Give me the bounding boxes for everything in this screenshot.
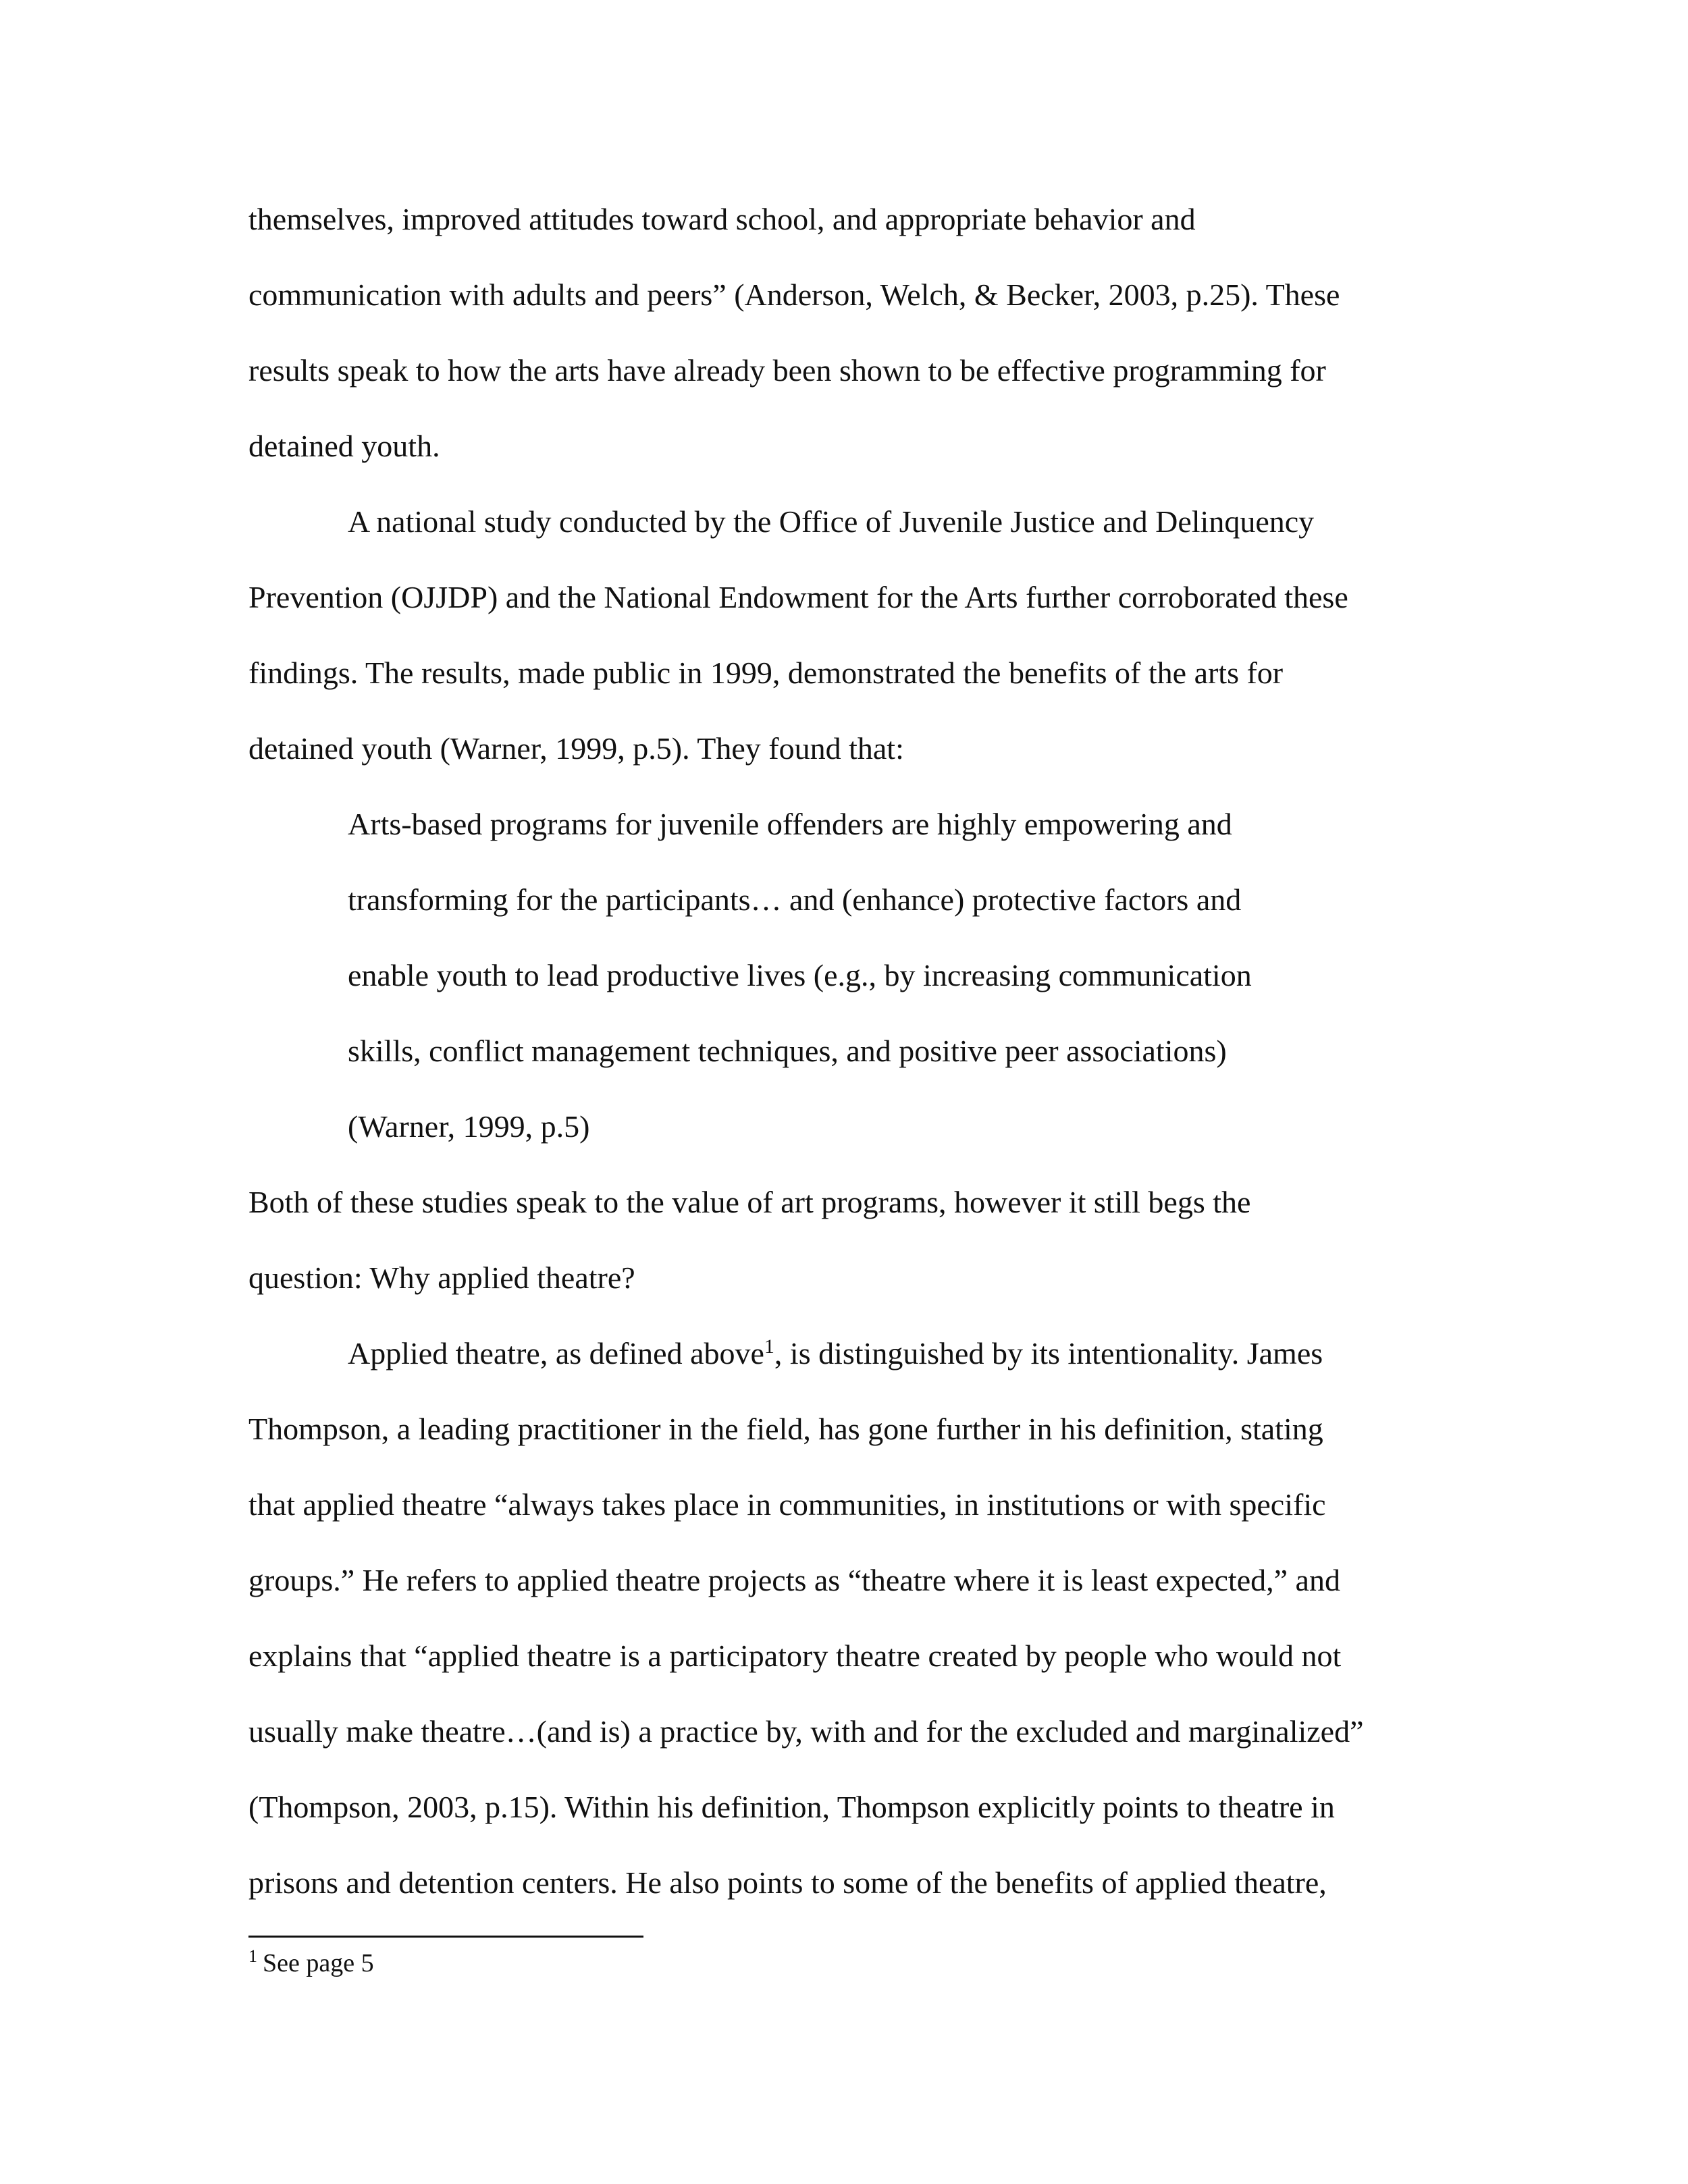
body-text-line: explains that “applied theatre is a participatory theatre created by people who would not [248, 1639, 1342, 1673]
body-text-line: question: Why applied theatre? [248, 1260, 635, 1295]
body-text-line: prisons and detention centers. He also points to some of the benefits of applied theatre, [248, 1865, 1327, 1900]
footnote-reference: 1 [764, 1335, 774, 1358]
footnote [248, 1947, 374, 1982]
block-quote-citation: (Warner, 1999, p.5) [348, 1109, 590, 1144]
body-text-line: themselves, improved attitudes toward school, and appropriate behavior and [248, 202, 1196, 236]
body-text-line: (Thompson, 2003, p.15). Within his definition, Thompson explicitly points to theatre in [248, 1790, 1335, 1824]
body-text-line: Prevention (OJJDP) and the National Endowment for the Arts further corroborated these [248, 580, 1348, 614]
body-text-line: usually make theatre…(and is) a practice by, with and for the excluded and marginalized” [248, 1714, 1364, 1749]
block-quote-line: enable youth to lead productive lives (e.g., by increasing communication [348, 958, 1252, 992]
body-text-line: detained youth (Warner, 1999, p.5). They found that: [248, 731, 904, 766]
body-text-line: Thompson, a leading practitioner in the field, has gone further in his definition, stating [248, 1412, 1323, 1446]
body-text-line: results speak to how the arts have already been shown to be effective programming for [248, 353, 1326, 388]
body-text-line: communication with adults and peers” (Anderson, Welch, & Becker, 2003, p.25). These [248, 277, 1340, 312]
block-quote-line: transforming for the participants… and (enhance) protective factors and [348, 882, 1242, 917]
body-text-line: findings. The results, made public in 1999, demonstrated the benefits of the arts for [248, 656, 1284, 690]
footnote-text: See page 5 [263, 1949, 374, 1977]
body-text-line: detained youth. [248, 429, 440, 463]
body-text-segment: , is distinguished by its intentionality. James [774, 1336, 1323, 1370]
footnote-divider [248, 1936, 643, 1938]
body-text-line: groups.” He refers to applied theatre projects as “theatre where it is least expected,” and [248, 1563, 1340, 1597]
block-quote-line: skills, conflict management techniques, and positive peer associations) [348, 1034, 1227, 1068]
body-text-line: A national study conducted by the Office of Juvenile Justice and Delinquency [348, 504, 1315, 539]
body-text-line [348, 1335, 1323, 1377]
block-quote-line: Arts-based programs for juvenile offenders are highly empowering and [348, 807, 1232, 841]
footnote-number: 1 [248, 1946, 257, 1966]
body-text-line: that applied theatre “always takes place in communities, in institutions or with specific [248, 1487, 1326, 1522]
body-text-segment: Applied theatre, as defined above [348, 1336, 764, 1370]
body-text-line: Both of these studies speak to the value of art programs, however it still begs the [248, 1185, 1251, 1219]
